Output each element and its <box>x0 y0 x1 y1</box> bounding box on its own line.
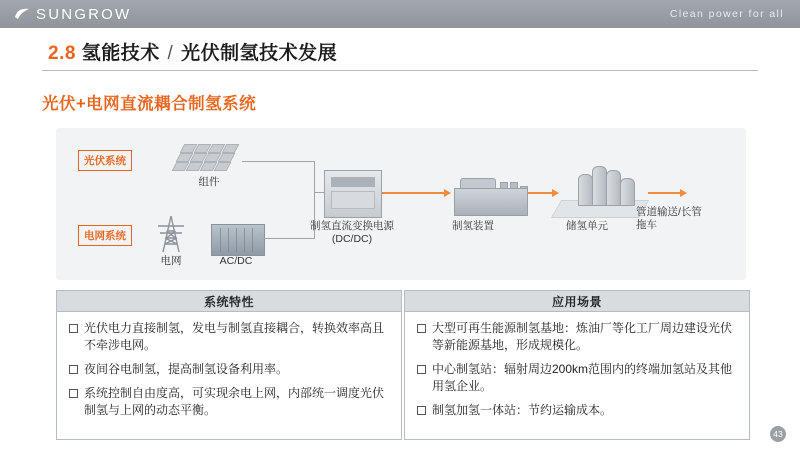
hydrogen-plant-icon <box>454 172 526 216</box>
caption-dcdc <box>294 220 410 246</box>
brand-name: SUNGROW <box>36 5 132 23</box>
page-title-number: 2.8 <box>48 43 76 64</box>
diagram-label-pv-system: 光伏系统 <box>78 150 132 171</box>
list-item-text: 光伏电力直接制氢，发电与制氢直接耦合，转换效率高且不牵涉电网。 <box>84 321 385 352</box>
list-item <box>67 320 391 354</box>
square-bullet-icon <box>417 406 426 415</box>
system-diagram <box>56 128 746 280</box>
panel-system-features <box>56 290 402 440</box>
caption-module: 组件 <box>198 176 220 188</box>
flow-arrow-icon-2 <box>528 192 552 194</box>
flow-arrow-icon-3 <box>648 192 680 194</box>
page-title-separator: / <box>167 43 174 64</box>
list-item-text: 系统控制自由度高，可实现余电上网，内部统一调度光伏制氢与上网的动态平衡。 <box>84 386 385 417</box>
flow-arrow-head-icon-3 <box>680 189 687 197</box>
diagram-label-grid-system: 电网系统 <box>78 225 132 246</box>
caption-storage: 储氢单元 <box>566 220 608 232</box>
list-item-text: 中心制氢站：辐射周边200km范围内的终端加氢站及其他用氢企业。 <box>432 362 733 393</box>
caption-pipeline-line1: 管道输送/长管 <box>636 206 702 218</box>
flow-arrow-head-icon <box>444 189 451 197</box>
acdc-converter-icon <box>211 224 265 256</box>
flow-arrow-icon <box>382 192 444 194</box>
panel-system-features-title: 系统特性 <box>57 291 401 312</box>
brand-tagline: Clean power for all <box>669 8 784 20</box>
square-bullet-icon <box>69 365 78 374</box>
caption-dcdc-line2: (DC/DC) <box>331 233 373 245</box>
caption-pipeline <box>636 206 740 232</box>
brand <box>14 6 131 23</box>
page-title-sub: 光伏制氢技术发展 <box>181 43 338 64</box>
page-number: 43 <box>770 426 786 442</box>
panel-system-features-body <box>57 312 401 419</box>
panel-application-scenarios-body <box>405 312 749 419</box>
page-title-main: 氢能技术 <box>81 43 160 64</box>
list-item <box>415 402 739 419</box>
solar-panel-icon <box>178 144 242 170</box>
caption-device: 制氢装置 <box>452 220 494 232</box>
hydrogen-tank-icon <box>556 162 642 218</box>
square-bullet-icon <box>69 324 78 333</box>
page-title <box>48 38 337 65</box>
title-divider <box>42 70 758 71</box>
square-bullet-icon <box>69 389 78 398</box>
square-bullet-icon <box>417 324 426 333</box>
wire-pv-horizontal <box>242 161 314 162</box>
transmission-tower-icon <box>152 214 190 254</box>
header-bar <box>0 0 800 28</box>
panel-application-scenarios-title: 应用场景 <box>405 291 749 312</box>
sungrow-logo-icon <box>14 7 30 21</box>
caption-grid: 电网 <box>160 255 182 267</box>
caption-pipeline-line2: 拖车 <box>636 219 657 231</box>
panel-application-scenarios <box>404 290 750 440</box>
list-item-text: 夜间谷电制氢，提高制氢设备利用率。 <box>84 362 289 376</box>
list-item <box>67 361 391 378</box>
list-item <box>67 385 391 419</box>
section-heading: 光伏+电网直流耦合制氢系统 <box>42 95 257 113</box>
caption-dcdc-line1: 制氢直流变换电源 <box>310 220 394 232</box>
list-item <box>415 361 739 395</box>
list-item <box>415 320 739 354</box>
list-item-text: 大型可再生能源制氢基地：炼油厂等化工厂周边建设光伏等新能源基地，形成规模化。 <box>432 321 733 352</box>
dcdc-cabinet-icon <box>324 170 382 218</box>
list-item-text: 制氢加氢一体站：节约运输成本。 <box>432 403 613 417</box>
caption-acdc: AC/DC <box>219 255 253 267</box>
square-bullet-icon <box>417 365 426 374</box>
